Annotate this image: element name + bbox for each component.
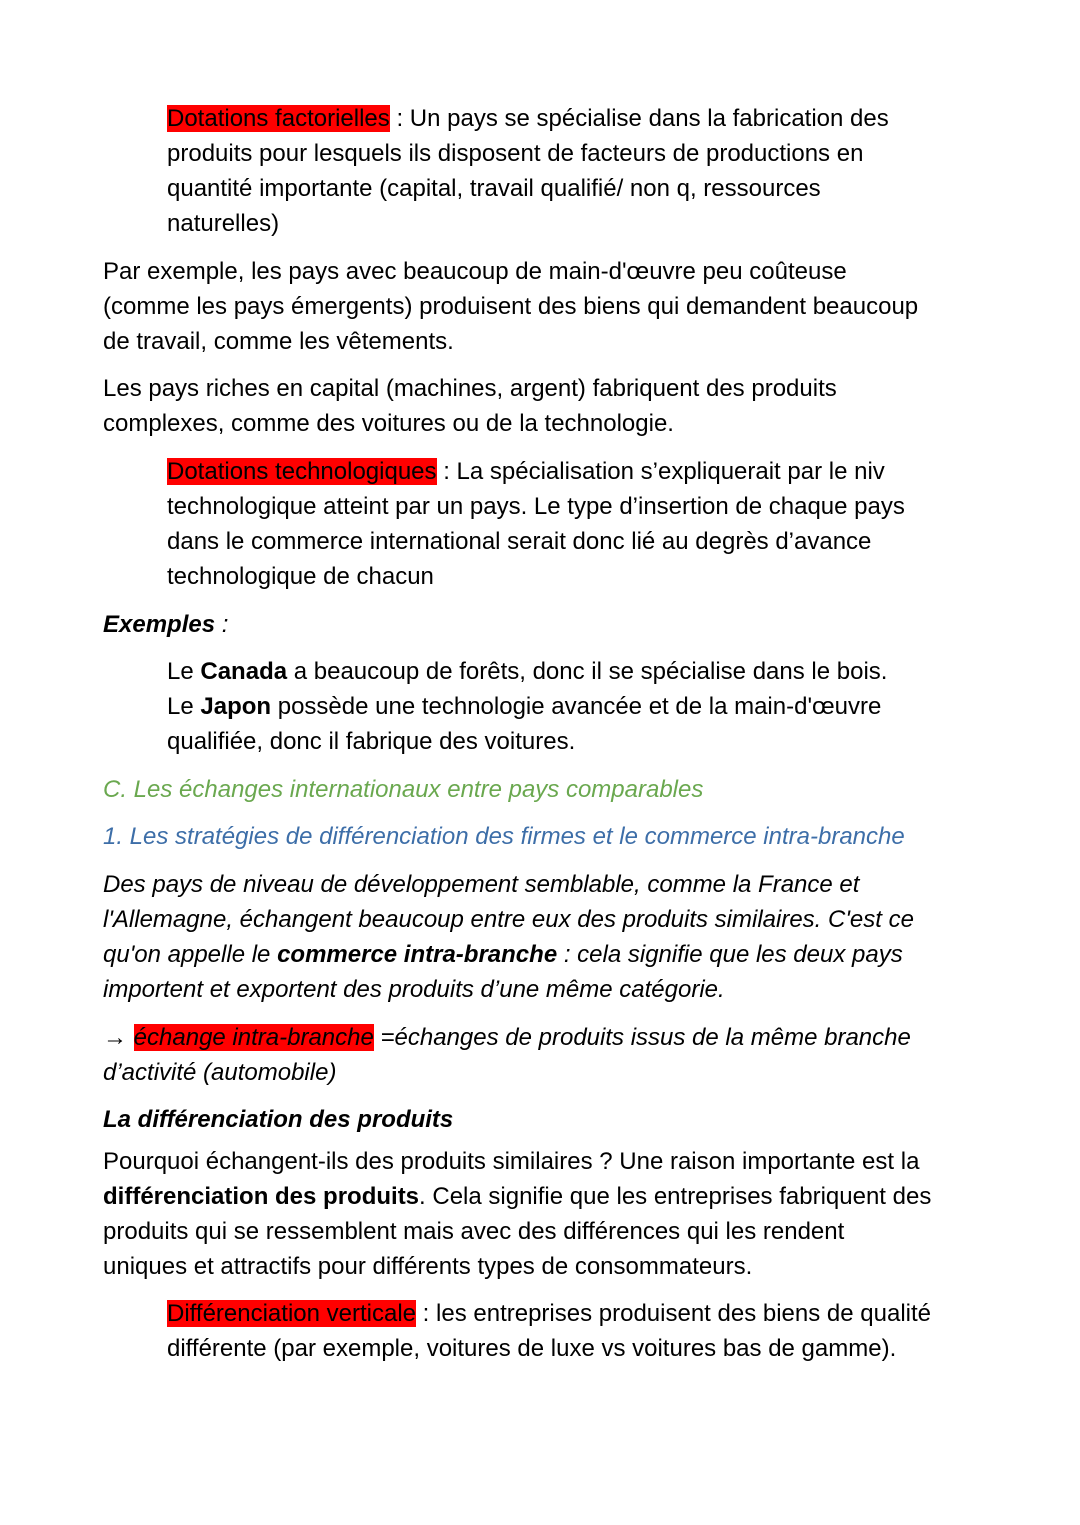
paragraph-pourquoi <box>103 1144 983 1284</box>
text-line: Pourquoi échangent-ils des produits similaires ? Une raison importante est la <box>103 1148 920 1175</box>
paragraph-pays-riches <box>103 371 983 441</box>
bold-term: différenciation des produits <box>103 1183 420 1210</box>
text-line: dans le commerce international serait donc lié au degrès d’avance <box>167 528 872 555</box>
paragraph-dotations-technologiques <box>167 454 987 594</box>
text-line: quantité importante (capital, travail qualifié/ non q, ressources <box>167 175 821 202</box>
highlighted-term: Dotations technologiques <box>167 458 437 485</box>
text-line <box>103 1179 983 1214</box>
paragraph-differenciation-verticale <box>167 1296 987 1366</box>
text-span: Le <box>167 693 201 720</box>
text-span: : Un pays se spécialise dans la fabrication des <box>389 105 889 132</box>
examples-list <box>167 654 987 759</box>
heading-text: 1. Les stratégies de différenciation des firmes et le commerce intra-branche <box>103 823 905 850</box>
text-line: technologique de chacun <box>167 563 434 590</box>
section-heading-c <box>103 772 983 807</box>
text-line: Par exemple, les pays avec beaucoup de main-d'œuvre peu coûteuse <box>103 258 847 285</box>
text-span: . Cela signifie que les entreprises fabriquent des <box>419 1183 932 1210</box>
text-line <box>167 101 987 136</box>
paragraph-echange-intra-branche <box>103 1020 983 1090</box>
paragraph-dotations-factorielles <box>167 101 987 241</box>
text-line <box>167 1296 987 1331</box>
highlighted-term: Dotations factorielles <box>167 105 390 132</box>
text-line: de travail, comme les vêtements. <box>103 328 454 355</box>
text-line <box>103 1020 983 1055</box>
text-line: naturelles) <box>167 210 280 237</box>
text-line: qualifiée, donc il fabrique des voitures. <box>167 728 576 755</box>
text-line: l'Allemagne, échangent beaucoup entre eux des produits similaires. C'est ce <box>103 906 914 933</box>
text-span: a beaucoup de forêts, donc il se spécialise dans le bois. <box>287 658 888 685</box>
text-line: complexes, comme des voitures ou de la technologie. <box>103 410 674 437</box>
text-span: : <box>215 611 229 638</box>
country-name: Canada <box>200 658 288 685</box>
paragraph-par-exemple <box>103 254 983 359</box>
text-span: possède une technologie avancée et de la main-d'œuvre <box>271 693 882 720</box>
highlighted-term: Différenciation verticale <box>167 1300 417 1327</box>
text-line <box>103 937 983 972</box>
highlighted-term: échange intra-branche <box>133 1024 374 1051</box>
subsection-heading-1 <box>103 819 983 854</box>
text-span: : cela signifie que les deux pays <box>557 941 903 968</box>
text-line <box>167 454 987 489</box>
text-line: Des pays de niveau de développement semblable, comme la France et <box>103 871 860 898</box>
country-name: Japon <box>200 693 272 720</box>
text-line: produits qui se ressemblent mais avec des différences qui les rendent <box>103 1218 845 1245</box>
heading-text: La différenciation des produits <box>103 1106 454 1133</box>
example-japon <box>167 689 987 724</box>
text-line: (comme les pays émergents) produisent des biens qui demandent beaucoup <box>103 293 919 320</box>
text-line: Les pays riches en capital (machines, argent) fabriquent des produits <box>103 375 837 402</box>
subheading-differenciation <box>103 1102 983 1137</box>
text-line: produits pour lesquels ils disposent de facteurs de productions en <box>167 140 864 167</box>
example-canada <box>167 654 987 689</box>
text-line: d’activité (automobile) <box>103 1059 337 1086</box>
arrow-icon: → <box>103 1024 134 1051</box>
heading-text: C. Les échanges internationaux entre pays comparables <box>103 776 704 803</box>
text-line <box>103 607 983 642</box>
text-line: uniques et attractifs pour différents types de consommateurs. <box>103 1253 753 1280</box>
text-line: différente (par exemple, voitures de luxe vs voitures bas de gamme). <box>167 1335 897 1362</box>
text-span: : La spécialisation s’expliquerait par le niv <box>436 458 885 485</box>
bold-term: commerce intra-branche <box>277 941 558 968</box>
text-span: : les entreprises produisent des biens de qualité <box>416 1300 931 1327</box>
paragraph-commerce-intra-branche <box>103 867 983 1007</box>
examples-label <box>103 607 983 642</box>
text-span: qu'on appelle le <box>103 941 278 968</box>
text-span: =échanges de produits issus de la même branche <box>373 1024 911 1051</box>
text-line: technologique atteint par un pays. Le type d’insertion de chaque pays <box>167 493 905 520</box>
text-span: Exemples <box>103 611 216 638</box>
text-line: importent et exportent des produits d’une même catégorie. <box>103 976 725 1003</box>
text-span: Le <box>167 658 201 685</box>
